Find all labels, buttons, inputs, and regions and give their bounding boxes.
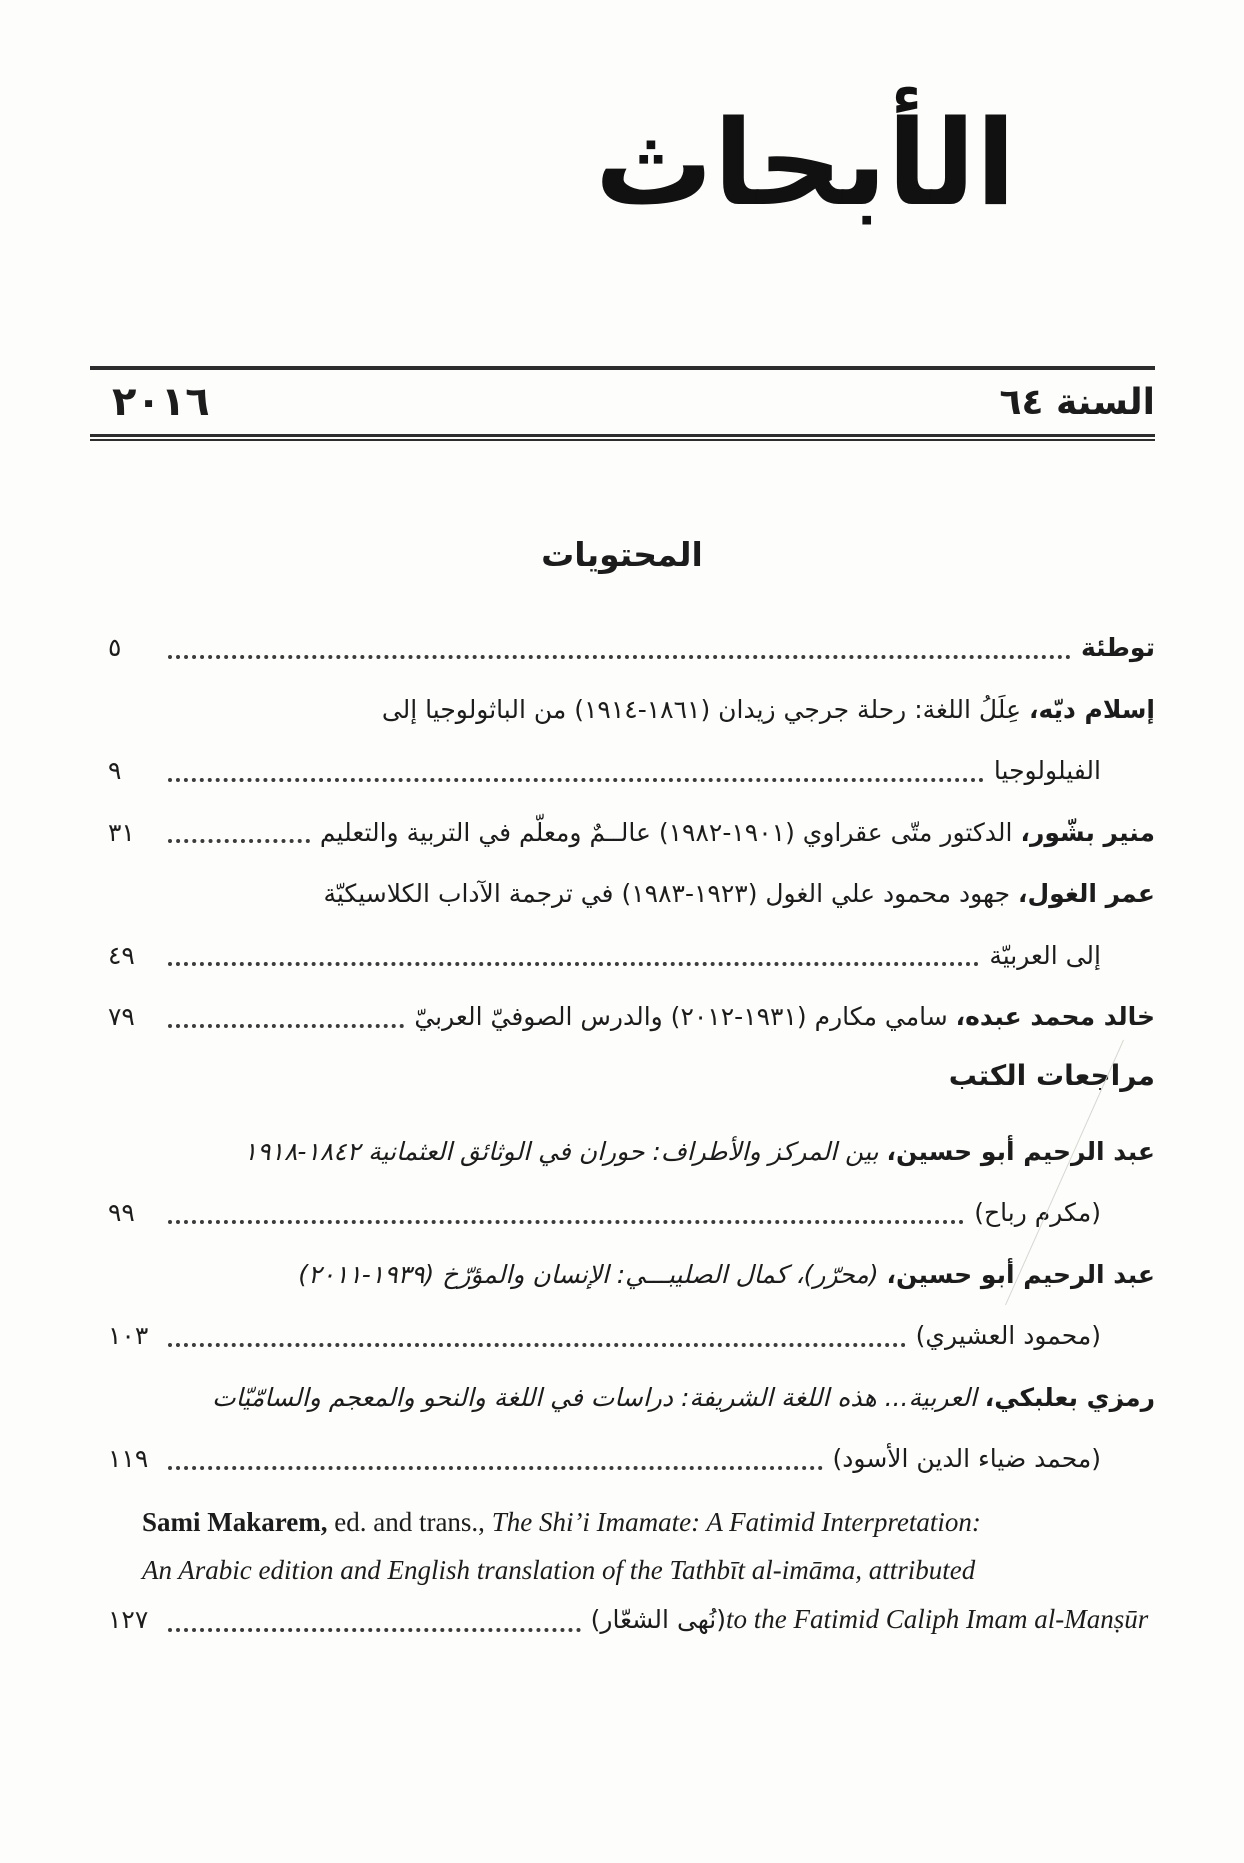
masthead-band bbox=[90, 370, 1155, 434]
entry-title: عِلَلُ اللغة: رحلة جرجي زيدان (١٨٦١-١٩١٤) من الباثولوجيا إلى bbox=[381, 694, 1029, 724]
contents-title: المحتويات bbox=[541, 535, 703, 574]
entry-reviewer: (محمود العشيري) bbox=[915, 1321, 1101, 1350]
toc-entry-line bbox=[108, 1439, 1155, 1480]
entry-title: سامي مكارم (١٩٣١-٢٠١٢) والدرس الصوفيّ العربيّ bbox=[414, 1002, 956, 1031]
dot-leader bbox=[168, 778, 984, 782]
toc-entry-line bbox=[108, 690, 1155, 731]
entry-author: عبد الرحيم أبو حسين، bbox=[886, 1136, 1155, 1166]
page-number: ١٢٧ bbox=[108, 1604, 149, 1634]
table-of-contents bbox=[0, 628, 1244, 1642]
toc-entry-line bbox=[108, 628, 1155, 669]
entry-author: رمزي بعلبكي، bbox=[984, 1382, 1155, 1412]
page-number: ٩٩ bbox=[108, 1198, 135, 1227]
entry-text bbox=[298, 1255, 1155, 1296]
entry-title: إلى العربيّة bbox=[989, 940, 1101, 970]
entry-text bbox=[212, 1378, 1155, 1419]
entry-author: عبد الرحيم أبو حسين، bbox=[886, 1259, 1155, 1289]
toc-entry-line bbox=[108, 1132, 1155, 1173]
toc-entry-line bbox=[108, 1193, 1155, 1234]
entry-reviewer: (مكرم رباح) bbox=[974, 1198, 1101, 1227]
entry-title: العربية... هذه اللغة الشريفة: دراسات في اللغة والنحو والمعجم والسامّيّات bbox=[212, 1382, 985, 1412]
entry-title: الفيلولوجيا bbox=[993, 756, 1101, 785]
section-header-book-reviews: مراجعات الكتب bbox=[948, 1058, 1155, 1092]
year-label: ٢٠١٦ bbox=[112, 379, 210, 425]
entry-title: الدكتور متّى عقراوي (١٩٠١-١٩٨٢) عالــمٌ ومعلّم في التربية والتعليم bbox=[319, 817, 1021, 847]
entry-title: جهود محمود علي الغول (١٩٢٣-١٩٨٣) في ترجمة الآداب الكلاسيكيّة bbox=[323, 879, 1018, 908]
dot-leader bbox=[168, 1466, 823, 1470]
entry-title: (محرّر)، كمال الصليبـــي: الإنسان والمؤرّخ (١٩٣٩-٢٠١١) bbox=[298, 1259, 887, 1289]
page-number: ٩ bbox=[108, 756, 122, 785]
entry-text bbox=[323, 874, 1155, 915]
toc-entry-line bbox=[108, 936, 1155, 977]
dot-leader bbox=[168, 1628, 581, 1632]
toc-entry-line bbox=[108, 874, 1155, 915]
entry-author: إسلام ديّه، bbox=[1028, 694, 1155, 724]
entry-title: The Shi’i Imamate: A Fatimid Interpretation: bbox=[491, 1506, 981, 1537]
entry-text bbox=[108, 1501, 981, 1545]
entry-text bbox=[244, 1132, 1155, 1173]
toc-entry-line bbox=[108, 1501, 1155, 1545]
entry-title: توطئة bbox=[1081, 633, 1155, 662]
entry-author: منير بشّور، bbox=[1020, 817, 1155, 847]
toc-entry-line bbox=[108, 1549, 1155, 1593]
dot-leader bbox=[168, 839, 310, 843]
toc-entry-line bbox=[108, 1598, 1155, 1642]
toc-entry-line bbox=[108, 1316, 1155, 1357]
page-number: ٤٩ bbox=[108, 940, 135, 970]
entry-reviewer: (محمد ضياء الدين الأسود) bbox=[832, 1444, 1101, 1473]
page-number: ٥ bbox=[108, 633, 122, 662]
dot-leader bbox=[168, 962, 979, 966]
volume-label: السنة ٦٤ bbox=[999, 381, 1155, 423]
toc-entry-line bbox=[108, 751, 1155, 792]
entry-reviewer: (نُهى الشعّار) bbox=[590, 1604, 727, 1634]
page-number: ١١٩ bbox=[108, 1444, 149, 1473]
toc-entry-line bbox=[108, 813, 1155, 854]
entry-author: Sami Makarem, bbox=[142, 1506, 328, 1537]
page-number: ١٠٣ bbox=[108, 1321, 149, 1350]
toc-entry-line bbox=[108, 1378, 1155, 1419]
dot-leader bbox=[168, 1024, 404, 1028]
entry-title-english: to the Fatimid Caliph Imam al-Manṣūr bbox=[726, 1603, 1155, 1634]
journal-logo-area bbox=[0, 0, 1244, 278]
dot-leader bbox=[168, 655, 1071, 659]
entry-title: بين المركز والأطراف: حوران في الوثائق العثمانية ١٨٤٢-١٩١٨ bbox=[243, 1136, 887, 1166]
dot-leader bbox=[168, 1343, 906, 1347]
dot-leader bbox=[168, 1220, 964, 1224]
page-number: ٣١ bbox=[108, 817, 135, 847]
masthead-bottom-rule bbox=[90, 434, 1155, 441]
entry-text bbox=[382, 690, 1155, 731]
entry-author: خالد محمد عبده، bbox=[955, 1002, 1155, 1031]
page-number: ٧٩ bbox=[108, 1002, 135, 1031]
entry-author: عمر الغول، bbox=[1017, 879, 1155, 908]
entry-mid: ed. and trans., bbox=[327, 1506, 492, 1537]
entry-text bbox=[320, 813, 1155, 854]
entry-title: An Arabic edition and English translation of the Tathbīt al-imāma, attributed bbox=[142, 1555, 976, 1586]
toc-entry-line bbox=[108, 997, 1155, 1038]
entry-text bbox=[591, 1598, 1155, 1642]
entry-text bbox=[414, 997, 1155, 1038]
journal-logo-calligraphy: الأبحاث bbox=[594, 94, 1016, 232]
toc-entry-line bbox=[108, 1255, 1155, 1296]
